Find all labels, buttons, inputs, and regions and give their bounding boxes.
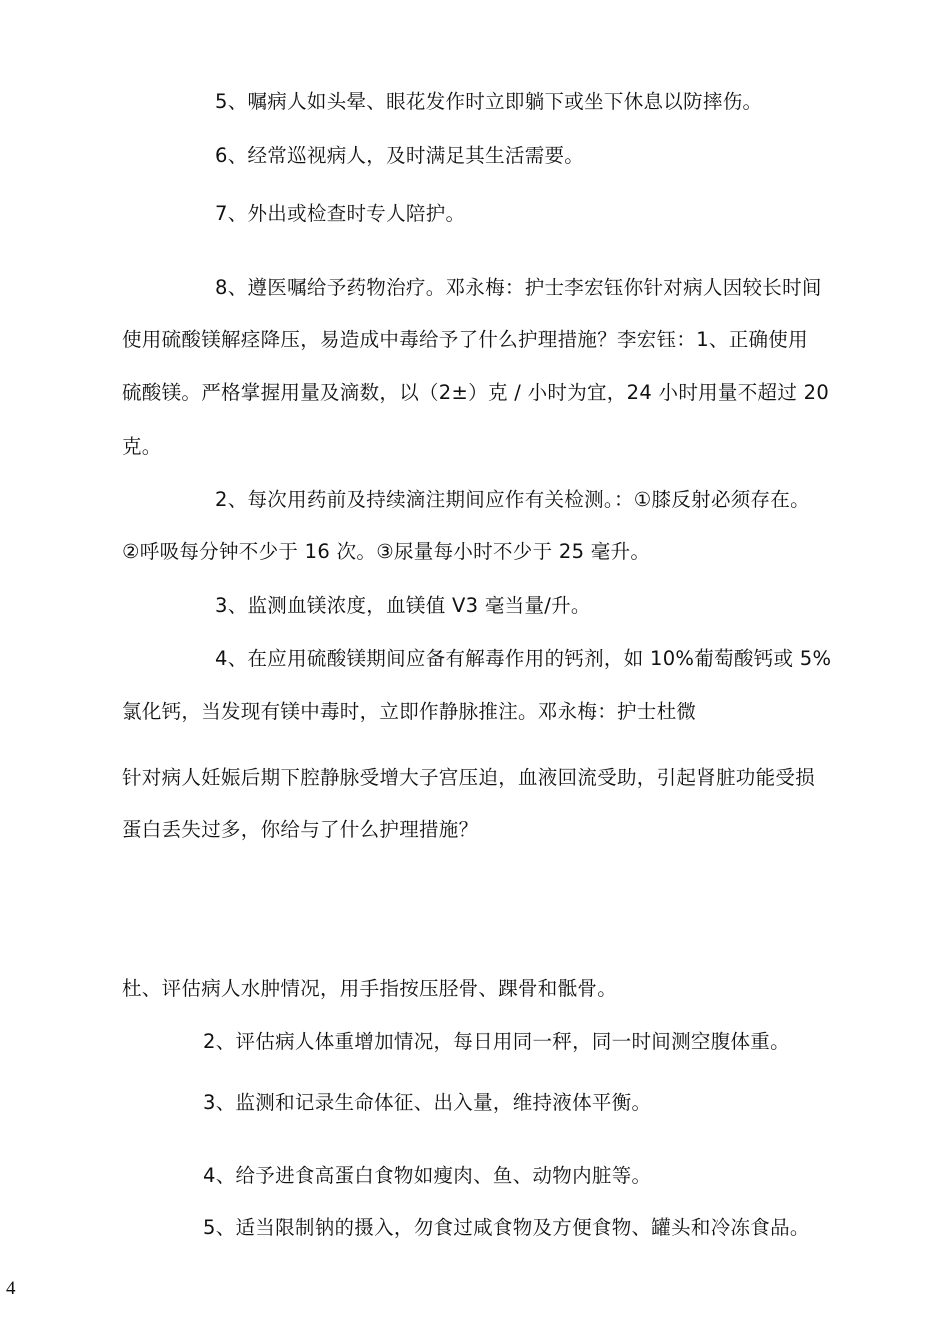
text-line: 蛋白丢失过多，你给与了什么护理措施？ [122, 818, 479, 841]
text-line: 6、经常巡视病人，及时满足其生活需要。 [215, 144, 585, 167]
text-line: 使用硫酸镁解痉降压，易造成中毒给予了什么护理措施？李宏钰：1、正确使用 [122, 328, 808, 351]
text-line: 8、遵医嘱给予药物治疗。邓永梅：护士李宏钰你针对病人因较长时间 [215, 276, 822, 299]
text-line: 3、监测血镁浓度，血镁值 V3 毫当量/升。 [215, 594, 591, 617]
text-line: 4、在应用硫酸镁期间应备有解毒作用的钙剂，如 10%葡萄酸钙或 5% [215, 647, 832, 670]
text-line: 7、外出或检查时专人陪护。 [215, 202, 466, 225]
text-line: 克。 [122, 435, 162, 458]
text-line: 2、评估病人体重增加情况，每日用同一秤，同一时间测空腹体重。 [203, 1030, 790, 1053]
page-number: 4 [6, 1278, 16, 1299]
text-line: 硫酸镁。严格掌握用量及滴数，以（2±）克 / 小时为宜，24 小时用量不超过 20 [122, 381, 830, 404]
text-line: 针对病人妊娠后期下腔静脉受增大子宫压迫，血液回流受助，引起肾脏功能受损 [122, 766, 816, 789]
text-line: 杜、评估病人水肿情况，用手指按压胫骨、踝骨和骶骨。 [122, 977, 618, 1000]
text-line: 5、适当限制钠的摄入，勿食过咸食物及方便食物、罐头和冷冻食品。 [203, 1216, 810, 1239]
text-line: 5、嘱病人如头晕、眼花发作时立即躺下或坐下休息以防摔伤。 [215, 90, 763, 113]
text-line: 4、给予进食高蛋白食物如瘦肉、鱼、动物内脏等。 [203, 1164, 652, 1187]
text-line: 2、每次用药前及持续滴注期间应作有关检测。：①膝反射必须存在。 [215, 488, 810, 511]
text-line: ②呼吸每分钟不少于 16 次。③尿量每小时不少于 25 毫升。 [122, 540, 651, 563]
text-line: 3、监测和记录生命体征、出入量，维持液体平衡。 [203, 1091, 652, 1114]
text-line: 氯化钙，当发现有镁中毒时，立即作静脉推注。邓永梅：护士杜微 [122, 700, 697, 723]
